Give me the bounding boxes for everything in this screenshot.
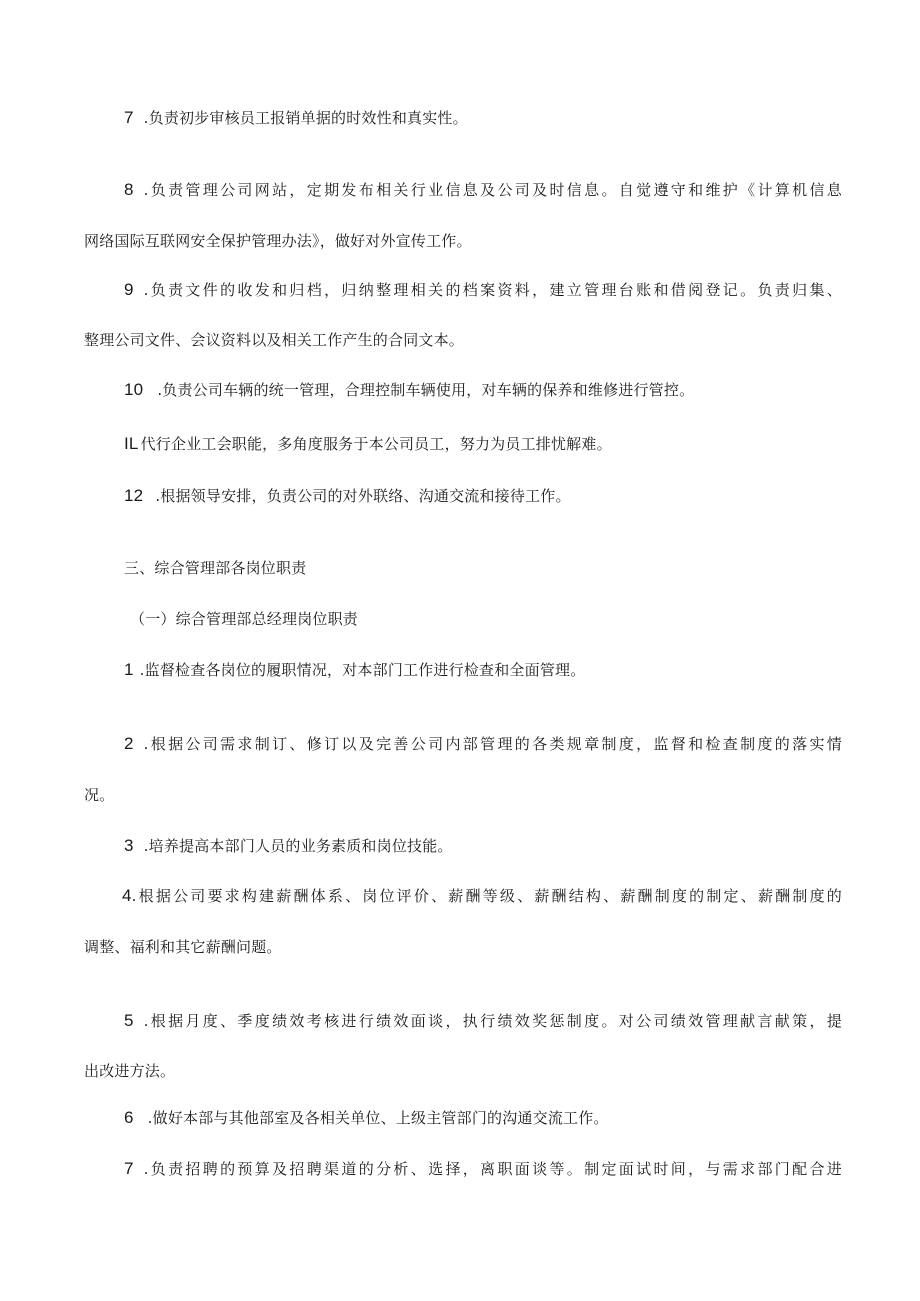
- item-7: [124, 108, 842, 128]
- item-number: 12: [124, 486, 144, 505]
- duty-text: .根据月度、季度绩效考核进行绩效面谈，执行绩效奖惩制度。对公司绩效管理献言献策，提: [143, 1012, 842, 1030]
- item-number: 10: [124, 380, 144, 399]
- item-text: .根据领导安排，负责公司的对外联络、沟通交流和接待工作。: [155, 487, 571, 505]
- item-9: [124, 280, 842, 300]
- duty-text: 况。: [84, 786, 115, 804]
- duty-number: 7: [124, 1159, 134, 1178]
- item-number: IL: [124, 434, 139, 453]
- duty-text: .做好本部与其他部室及各相关单位、上级主管部门的沟通交流工作。: [147, 1109, 609, 1127]
- duty-6: [124, 1108, 842, 1128]
- item-text: .负责初步审核员工报销单据的时效性和真实性。: [143, 109, 468, 127]
- duty-7: [124, 1159, 842, 1179]
- item-12: [124, 486, 842, 506]
- item-number: 9: [124, 280, 134, 299]
- item-number: 7: [124, 108, 134, 127]
- item-text: .负责管理公司网站，定期发布相关行业信息及公司及时信息。自觉遵守和维护《计算机信息: [143, 181, 842, 199]
- duty-number: 5: [124, 1011, 134, 1030]
- item-text: .负责文件的收发和归档，归纳整理相关的档案资料，建立管理台账和借阅登记。负责归集、: [143, 281, 842, 299]
- duty-number: 4: [122, 886, 132, 905]
- item-text: 整理公司文件、会议资料以及相关工作产生的合同文本。: [84, 331, 465, 349]
- section-title: 三、综合管理部各岗位职责: [124, 559, 307, 577]
- duty-text: .培养提高本部门人员的业务素质和岗位技能。: [143, 837, 453, 855]
- item-10: [124, 380, 842, 400]
- item-text: 网络国际互联网安全保护管理办法》，做好对外宣传工作。: [84, 232, 472, 250]
- item-11: [124, 434, 842, 454]
- item-text: .负责公司车辆的统一管理，合理控制车辆使用，对车辆的保养和维修进行管控。: [157, 381, 695, 399]
- duty-2: [124, 734, 842, 754]
- item-8: [124, 180, 842, 200]
- duty-1: [124, 660, 842, 680]
- item-8-continuation: [84, 231, 842, 251]
- duty-number: 2: [124, 734, 134, 753]
- duty-5: [124, 1011, 842, 1031]
- item-9-continuation: [84, 330, 842, 350]
- duty-number: 6: [124, 1108, 134, 1127]
- duty-5-continuation: [84, 1061, 842, 1081]
- duty-number: 3: [124, 836, 134, 855]
- duty-text: .监督检查各岗位的履职情况，对本部门工作进行检查和全面管理。: [139, 661, 586, 679]
- duty-text: .根据公司需求制订、修订以及完善公司内部管理的各类规章制度，监督和检查制度的落实情: [143, 735, 842, 753]
- subsection-title: （一）综合管理部总经理岗位职责: [130, 610, 359, 628]
- duty-text: 出改进方法。: [84, 1062, 176, 1080]
- duty-text: .根据公司要求构建薪酬体系、岗位评价、薪酬等级、薪酬结构、薪酬制度的制定、薪酬制度的: [131, 887, 842, 905]
- duty-2-continuation: [84, 785, 842, 805]
- duty-4: [122, 886, 842, 906]
- duty-3: [124, 836, 842, 856]
- duty-text: 调整、福利和其它薪酬问题。: [84, 938, 282, 956]
- item-number: 8: [124, 180, 134, 199]
- duty-text: .负责招聘的预算及招聘渠道的分析、选择，离职面谈等。制定面试时间，与需求部门配合进: [143, 1160, 842, 1178]
- item-text: 代行企业工会职能，多角度服务于本公司员工，努力为员工排忧解难。: [140, 435, 612, 453]
- duty-4-continuation: [84, 937, 842, 957]
- duty-number: 1: [124, 660, 134, 679]
